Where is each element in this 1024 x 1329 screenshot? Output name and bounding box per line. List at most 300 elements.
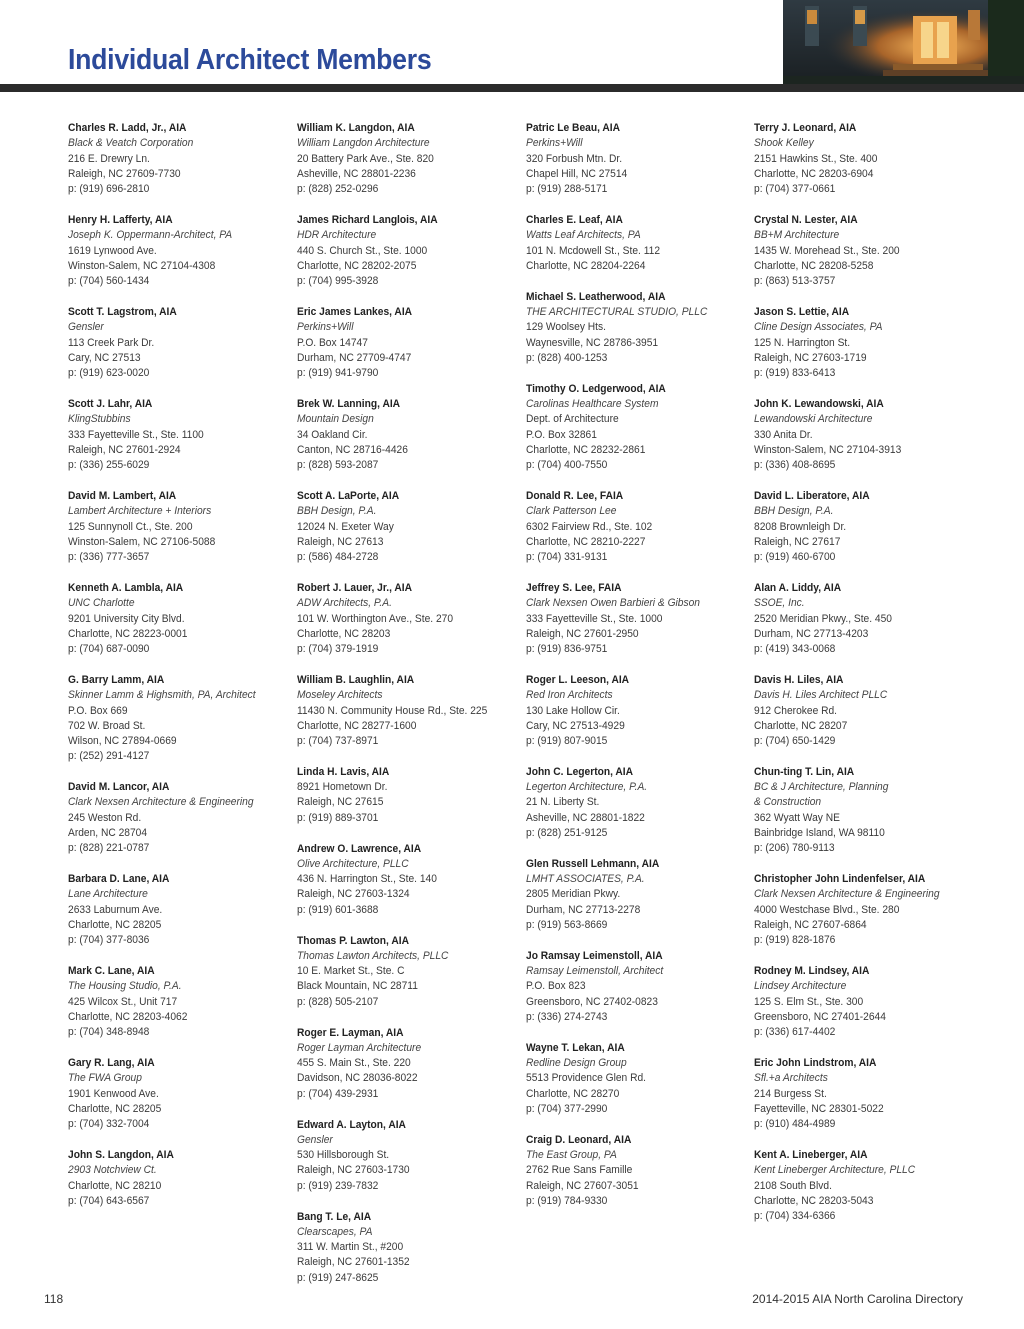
member-address-line: 2805 Meridian Pkwy. [526, 888, 621, 901]
member-name: Donald R. Lee, FAIA [526, 489, 624, 502]
member-phone: p: (419) 343-0068 [754, 643, 836, 656]
member-address-line: Charlotte, NC 28277-1600 [297, 719, 417, 732]
member-name: Henry H. Lafferty, AIA [68, 213, 173, 226]
member-entry [297, 397, 522, 473]
member-phone: p: (336) 255-6029 [68, 459, 150, 472]
member-name: Gary R. Lang, AIA [68, 1057, 155, 1070]
member-firm: The East Group, PA [526, 1149, 617, 1162]
member-entry [297, 1118, 522, 1194]
member-phone: p: (919) 784-9330 [526, 1195, 608, 1208]
member-entry [754, 397, 979, 473]
member-address-line: Cary, NC 27513 [68, 351, 141, 364]
member-name: Jeffrey S. Lee, FAIA [526, 581, 622, 594]
member-address-line: Charlotte, NC 28203-5043 [754, 1195, 874, 1208]
member-entry [754, 489, 979, 565]
member-address-line: Cary, NC 27513-4929 [526, 719, 625, 732]
member-name: Barbara D. Lane, AIA [68, 873, 170, 886]
member-address-line: 1901 Kenwood Ave. [68, 1087, 159, 1100]
member-address-line: 311 W. Martin St., #200 [297, 1241, 404, 1254]
member-entry [68, 121, 293, 197]
member-firm: KlingStubbins [68, 413, 131, 426]
member-address-line: 2108 South Blvd. [754, 1179, 832, 1192]
member-firm: Clark Patterson Lee [526, 505, 617, 518]
member-entry [68, 305, 293, 381]
member-phone: p: (828) 221-0787 [68, 842, 150, 855]
member-name: Brek W. Lanning, AIA [297, 397, 401, 410]
member-column-2 [297, 121, 522, 1302]
member-address-line: 530 Hillsborough St. [297, 1149, 390, 1162]
member-phone: p: (704) 377-2990 [526, 1103, 608, 1116]
member-firm: THE ARCHITECTURAL STUDIO, PLLC [526, 305, 708, 318]
member-firm: Black & Veatch Corporation [68, 137, 194, 150]
member-address-line: Raleigh, NC 27603-1719 [754, 351, 867, 364]
member-firm: William Langdon Architecture [297, 137, 430, 150]
member-entry [68, 397, 293, 473]
member-address-line: 5513 Providence Glen Rd. [526, 1072, 646, 1085]
member-address-line: Winston-Salem, NC 27104-4308 [68, 259, 216, 272]
member-entry [297, 1026, 522, 1102]
member-phone: p: (828) 400-1253 [526, 351, 608, 364]
member-address-line: Raleigh, NC 27609-7730 [68, 167, 181, 180]
member-phone: p: (704) 995-3928 [297, 275, 379, 288]
member-entry [754, 872, 979, 948]
member-name: G. Barry Lamm, AIA [68, 673, 165, 686]
member-firm: Redline Design Group [526, 1057, 627, 1070]
member-entry [68, 213, 293, 289]
member-name: Scott T. Lagstrom, AIA [68, 305, 177, 318]
member-firm: Legerton Architecture, P.A. [526, 781, 648, 794]
member-name: Alan A. Liddy, AIA [754, 581, 842, 594]
member-address-line: Charlotte, NC 28204-2264 [526, 259, 646, 272]
member-name: Bang T. Le, AIA [297, 1210, 372, 1223]
member-address-line: Arden, NC 28704 [68, 827, 148, 840]
member-entry [297, 1210, 522, 1286]
member-address-line: Charlotte, NC 28270 [526, 1087, 620, 1100]
member-firm: The Housing Studio, P.A. [68, 980, 182, 993]
member-firm: Lindsey Architecture [754, 980, 847, 993]
member-phone: p: (704) 737-8971 [297, 735, 379, 748]
member-name: Mark C. Lane, AIA [68, 965, 155, 978]
member-firm: Kent Lineberger Architecture, PLLC [754, 1164, 916, 1177]
member-entry [526, 213, 751, 274]
member-name: John S. Langdon, AIA [68, 1149, 174, 1162]
member-firm: Cline Design Associates, PA [754, 321, 883, 334]
member-address-line: P.O. Box 669 [68, 704, 128, 717]
member-entry [68, 489, 293, 565]
member-address-line: 245 Weston Rd. [68, 811, 142, 824]
member-phone: p: (919) 836-9751 [526, 643, 608, 656]
member-entry [526, 489, 751, 565]
member-entry [68, 872, 293, 948]
member-firm: HDR Architecture [297, 229, 377, 242]
member-address-line: 101 N. Mcdowell St., Ste. 112 [526, 244, 661, 257]
member-name: Eric John Lindstrom, AIA [754, 1057, 877, 1070]
member-firm: Clark Nexsen Owen Barbieri & Gibson [526, 597, 700, 610]
member-name: David M. Lambert, AIA [68, 489, 177, 502]
member-address-line: 11430 N. Community House Rd., Ste. 225 [297, 704, 488, 717]
member-phone: p: (863) 513-3757 [754, 275, 836, 288]
member-phone: p: (704) 379-1919 [297, 643, 379, 656]
member-address-line: 130 Lake Hollow Cir. [526, 704, 620, 717]
member-column-4 [754, 121, 979, 1240]
member-name: Thomas P. Lawton, AIA [297, 934, 409, 947]
member-firm: Watts Leaf Architects, PA [526, 229, 641, 242]
member-phone: p: (919) 696-2810 [68, 183, 150, 196]
member-address-line: P.O. Box 32861 [526, 428, 597, 441]
member-address-line: Greensboro, NC 27401-2644 [754, 1011, 886, 1024]
member-address-line: Raleigh, NC 27607-3051 [526, 1179, 639, 1192]
member-firm: Clark Nexsen Architecture & Engineering [754, 888, 940, 901]
member-name: Roger L. Leeson, AIA [526, 673, 630, 686]
member-address-line: 113 Creek Park Dr. [68, 336, 155, 349]
member-name: Jason S. Lettie, AIA [754, 305, 850, 318]
member-address-line: Charlotte, NC 28203-4062 [68, 1011, 188, 1024]
member-entry [297, 305, 522, 381]
member-name: Edward A. Layton, AIA [297, 1118, 406, 1131]
member-address-line: 129 Woolsey Hts. [526, 321, 606, 334]
member-entry [754, 1056, 979, 1132]
member-name: Charles E. Leaf, AIA [526, 213, 623, 226]
member-name: David M. Lancor, AIA [68, 781, 170, 794]
member-firm: Sfl.+a Architects [754, 1072, 828, 1085]
member-entry [297, 581, 522, 657]
member-address-line: 333 Fayetteville St., Ste. 1100 [68, 428, 204, 441]
member-address-line: 8921 Hometown Dr. [297, 781, 388, 794]
member-entry [297, 121, 522, 197]
member-firm: Gensler [297, 1133, 333, 1146]
member-address-line: 2762 Rue Sans Famille [526, 1164, 633, 1177]
member-address-line: 702 W. Broad St. [68, 719, 146, 732]
member-phone: p: (206) 780-9113 [754, 842, 835, 855]
member-entry [68, 1056, 293, 1132]
header-photo [783, 0, 1024, 84]
member-address-line: Raleigh, NC 27603-1730 [297, 1164, 410, 1177]
member-entry [68, 780, 293, 856]
member-address-line: Raleigh, NC 27601-1352 [297, 1256, 410, 1269]
member-address-line: 6302 Fairview Rd., Ste. 102 [526, 520, 653, 533]
member-address-line: 9201 University City Blvd. [68, 612, 185, 625]
member-firm: & Construction [754, 796, 822, 809]
member-address-line: 34 Oakland Cir. [297, 428, 368, 441]
member-phone: p: (828) 252-0296 [297, 183, 379, 196]
member-firm: Olive Architecture, PLLC [297, 857, 409, 870]
member-entry [526, 382, 751, 474]
member-address-line: 362 Wyatt Way NE [754, 811, 840, 824]
member-entry [297, 213, 522, 289]
member-entry [68, 581, 293, 657]
member-entry [526, 949, 751, 1025]
member-phone: p: (828) 251-9125 [526, 827, 608, 840]
member-firm: Moseley Architects [297, 689, 383, 702]
member-firm: BBH Design, P.A. [754, 505, 834, 518]
member-firm: Shook Kelley [754, 137, 814, 150]
member-phone: p: (704) 332-7004 [68, 1118, 150, 1131]
member-entry [754, 1148, 979, 1224]
member-address-line: Charlotte, NC 28210-2227 [526, 535, 646, 548]
member-address-line: Raleigh, NC 27601-2924 [68, 443, 181, 456]
member-address-line: Dept. of Architecture [526, 413, 619, 426]
member-address-line: 2633 Laburnum Ave. [68, 903, 163, 916]
member-name: Michael S. Leatherwood, AIA [526, 290, 666, 303]
member-address-line: 436 N. Harrington St., Ste. 140 [297, 873, 437, 886]
member-entry [754, 305, 979, 381]
member-address-line: 4000 Westchase Blvd., Ste. 280 [754, 903, 900, 916]
member-phone: p: (919) 941-9790 [297, 367, 379, 380]
member-address-line: Charlotte, NC 28203 [297, 627, 391, 640]
member-name: Eric James Lankes, AIA [297, 305, 413, 318]
member-name: Timothy O. Ledgerwood, AIA [526, 382, 666, 395]
member-address-line: 330 Anita Dr. [754, 428, 813, 441]
member-phone: p: (828) 505-2107 [297, 995, 379, 1008]
member-address-line: 21 N. Liberty St. [526, 796, 600, 809]
member-entry [526, 765, 751, 841]
member-firm: BB+M Architecture [754, 229, 840, 242]
member-name: Rodney M. Lindsey, AIA [754, 965, 870, 978]
member-entry [754, 765, 979, 857]
member-address-line: Raleigh, NC 27617 [754, 535, 841, 548]
member-address-line: 2520 Meridian Pkwy., Ste. 450 [754, 612, 893, 625]
member-name: William B. Laughlin, AIA [297, 673, 415, 686]
member-address-line: Durham, NC 27713-4203 [754, 627, 869, 640]
member-name: Kenneth A. Lambla, AIA [68, 581, 184, 594]
member-address-line: Charlotte, NC 28210 [68, 1179, 162, 1192]
member-phone: p: (704) 377-8036 [68, 934, 150, 947]
member-address-line: Charlotte, NC 28202-2075 [297, 259, 417, 272]
member-firm: Davis H. Liles Architect PLLC [754, 689, 888, 702]
member-firm: Mountain Design [297, 413, 374, 426]
member-address-line: 2151 Hawkins St., Ste. 400 [754, 152, 878, 165]
member-phone: p: (919) 239-7832 [297, 1179, 379, 1192]
member-entry [526, 121, 751, 197]
member-name: Glen Russell Lehmann, AIA [526, 857, 660, 870]
member-phone: p: (919) 563-8669 [526, 919, 608, 932]
member-address-line: Durham, NC 27709-4747 [297, 351, 412, 364]
member-name: Andrew O. Lawrence, AIA [297, 842, 422, 855]
member-name: James Richard Langlois, AIA [297, 213, 438, 226]
member-name: John C. Legerton, AIA [526, 765, 634, 778]
member-phone: p: (919) 828-1876 [754, 934, 836, 947]
member-phone: p: (704) 377-0661 [754, 183, 836, 196]
member-firm: SSOE, Inc. [754, 597, 805, 610]
member-name: Jo Ramsay Leimenstoll, AIA [526, 949, 663, 962]
member-address-line: 1619 Lynwood Ave. [68, 244, 157, 257]
member-name: Chun-ting T. Lin, AIA [754, 765, 855, 778]
member-entry [526, 581, 751, 657]
member-firm: Perkins+Will [526, 137, 583, 150]
member-address-line: Raleigh, NC 27603-1324 [297, 888, 410, 901]
member-address-line: Black Mountain, NC 28711 [297, 980, 418, 993]
member-address-line: Waynesville, NC 28786-3951 [526, 336, 659, 349]
member-name: Craig D. Leonard, AIA [526, 1133, 632, 1146]
member-firm: Perkins+Will [297, 321, 354, 334]
member-address-line: Durham, NC 27713-2278 [526, 903, 641, 916]
member-phone: p: (704) 334-6366 [754, 1210, 836, 1223]
member-entry [68, 964, 293, 1040]
member-firm: BC & J Architecture, Planning [754, 781, 889, 794]
member-entry [754, 673, 979, 749]
member-phone: p: (704) 643-6567 [68, 1195, 150, 1208]
member-firm: Clearscapes, PA [297, 1225, 373, 1238]
member-firm: Lane Architecture [68, 888, 148, 901]
member-firm: Roger Layman Architecture [297, 1041, 422, 1054]
member-address-line: 125 S. Elm St., Ste. 300 [754, 995, 864, 1008]
member-address-line: 425 Wilcox St., Unit 717 [68, 995, 178, 1008]
member-phone: p: (704) 687-0090 [68, 643, 150, 656]
member-entry [754, 121, 979, 197]
member-phone: p: (919) 807-9015 [526, 735, 608, 748]
member-phone: p: (336) 617-4402 [754, 1026, 836, 1039]
member-firm: The FWA Group [68, 1072, 142, 1085]
member-phone: p: (919) 889-3701 [297, 811, 379, 824]
member-address-line: P.O. Box 823 [526, 980, 586, 993]
member-firm: Thomas Lawton Architects, PLLC [297, 949, 449, 962]
member-name: Wayne T. Lekan, AIA [526, 1041, 625, 1054]
member-column-1 [68, 121, 293, 1225]
member-entry [68, 673, 293, 765]
page-title: Individual Architect Members [68, 44, 432, 76]
member-address-line: 440 S. Church St., Ste. 1000 [297, 244, 428, 257]
member-address-line: Winston-Salem, NC 27104-3913 [754, 443, 902, 456]
member-entry [754, 964, 979, 1040]
member-column-3 [526, 121, 751, 1225]
member-address-line: 20 Battery Park Ave., Ste. 820 [297, 152, 434, 165]
member-phone: p: (704) 439-2931 [297, 1087, 379, 1100]
member-entry [526, 673, 751, 749]
member-entry [754, 581, 979, 657]
member-address-line: 333 Fayetteville St., Ste. 1000 [526, 612, 663, 625]
member-address-line: 101 W. Worthington Ave., Ste. 270 [297, 612, 454, 625]
member-phone: p: (704) 560-1434 [68, 275, 150, 288]
member-address-line: Bainbridge Island, WA 98110 [754, 827, 885, 840]
member-entry [526, 290, 751, 366]
member-entry [297, 934, 522, 1010]
member-address-line: Charlotte, NC 28203-6904 [754, 167, 874, 180]
member-address-line: Asheville, NC 28801-1822 [526, 811, 645, 824]
member-name: Scott A. LaPorte, AIA [297, 489, 400, 502]
member-address-line: Chapel Hill, NC 27514 [526, 167, 628, 180]
member-address-line: 125 Sunnynoll Ct., Ste. 200 [68, 520, 193, 533]
member-firm: LMHT ASSOCIATES, P.A. [526, 873, 645, 886]
member-address-line: Charlotte, NC 28208-5258 [754, 259, 874, 272]
member-firm: Lewandowski Architecture [754, 413, 873, 426]
member-entry [297, 842, 522, 918]
member-firm: ADW Architects, P.A. [297, 597, 392, 610]
member-entry [297, 765, 522, 826]
member-address-line: Winston-Salem, NC 27106-5088 [68, 535, 216, 548]
member-phone: p: (919) 623-0020 [68, 367, 150, 380]
member-phone: p: (704) 348-8948 [68, 1026, 150, 1039]
member-address-line: 320 Forbush Mtn. Dr. [526, 152, 623, 165]
member-firm: Red Iron Architects [526, 689, 613, 702]
member-phone: p: (910) 484-4989 [754, 1118, 836, 1131]
member-address-line: Charlotte, NC 28232-2861 [526, 443, 646, 456]
member-name: David L. Liberatore, AIA [754, 489, 870, 502]
member-name: Terry J. Leonard, AIA [754, 122, 857, 134]
member-entry [68, 1148, 293, 1209]
member-columns [68, 121, 968, 1291]
member-phone: p: (336) 408-8695 [754, 459, 836, 472]
member-address-line: Raleigh, NC 27601-2950 [526, 627, 639, 640]
member-address-line: Charlotte, NC 28205 [68, 1103, 162, 1116]
member-address-line: 125 N. Harrington St. [754, 336, 851, 349]
member-address-line: Charlotte, NC 28223-0001 [68, 627, 188, 640]
member-address-line: Fayetteville, NC 28301-5022 [754, 1103, 884, 1116]
member-firm: Lambert Architecture + Interiors [68, 505, 212, 518]
member-address-line: P.O. Box 14747 [297, 336, 368, 349]
member-address-line: Raleigh, NC 27615 [297, 796, 384, 809]
member-address-line: Charlotte, NC 28205 [68, 919, 162, 932]
member-phone: p: (586) 484-2728 [297, 551, 379, 564]
member-name: William K. Langdon, AIA [297, 122, 415, 134]
member-address-line: 455 S. Main St., Ste. 220 [297, 1057, 411, 1070]
member-address-line: Raleigh, NC 27607-6864 [754, 919, 867, 932]
member-address-line: 10 E. Market St., Ste. C [297, 965, 405, 978]
member-name: John K. Lewandowski, AIA [754, 397, 884, 410]
member-entry [297, 673, 522, 749]
member-phone: p: (704) 650-1429 [754, 735, 836, 748]
member-phone: p: (919) 247-8625 [297, 1271, 379, 1284]
member-entry [526, 857, 751, 933]
member-address-line: Raleigh, NC 27613 [297, 535, 384, 548]
member-firm: Ramsay Leimenstoll, Architect [526, 965, 664, 978]
member-phone: p: (919) 460-6700 [754, 551, 836, 564]
member-address-line: Greensboro, NC 27402-0823 [526, 995, 658, 1008]
member-name: Robert J. Lauer, Jr., AIA [297, 581, 413, 594]
member-phone: p: (704) 400-7550 [526, 459, 608, 472]
header-rule [0, 84, 1024, 92]
member-phone: p: (919) 833-6413 [754, 367, 836, 380]
member-firm: BBH Design, P.A. [297, 505, 377, 518]
member-firm: Clark Nexsen Architecture & Engineering [68, 796, 254, 809]
member-address-line: 214 Burgess St. [754, 1087, 827, 1100]
member-phone: p: (336) 274-2743 [526, 1011, 608, 1024]
member-entry [754, 213, 979, 289]
member-name: Linda H. Lavis, AIA [297, 765, 390, 778]
member-phone: p: (704) 331-9131 [526, 551, 608, 564]
member-address-line: 12024 N. Exeter Way [297, 520, 394, 533]
page-number: 118 [44, 1292, 64, 1306]
member-address-line: 8208 Brownleigh Dr. [754, 520, 847, 533]
member-name: Kent A. Lineberger, AIA [754, 1149, 868, 1162]
member-address-line: Wilson, NC 27894-0669 [68, 735, 177, 748]
member-phone: p: (828) 593-2087 [297, 459, 379, 472]
member-entry [526, 1041, 751, 1117]
member-address-line: Canton, NC 28716-4426 [297, 443, 408, 456]
member-phone: p: (336) 777-3657 [68, 551, 150, 564]
member-name: Roger E. Layman, AIA [297, 1026, 404, 1039]
member-firm: UNC Charlotte [68, 597, 135, 610]
member-entry [526, 1133, 751, 1209]
member-address-line: 216 E. Drewry Ln. [68, 152, 150, 165]
member-address-line: Davidson, NC 28036-8022 [297, 1072, 418, 1085]
member-entry [297, 489, 522, 565]
member-name: Charles R. Ladd, Jr., AIA [68, 122, 187, 134]
member-phone: p: (919) 288-5171 [526, 183, 608, 196]
member-phone: p: (919) 601-3688 [297, 903, 379, 916]
member-firm: 2903 Notchview Ct. [68, 1164, 157, 1177]
member-firm: Joseph K. Oppermann-Architect, PA [68, 229, 233, 242]
member-phone: p: (252) 291-4127 [68, 750, 150, 763]
member-name: Davis H. Liles, AIA [754, 673, 844, 686]
member-address-line: Charlotte, NC 28207 [754, 719, 848, 732]
directory-title: 2014-2015 AIA North Carolina Directory [752, 1292, 963, 1306]
member-address-line: 1435 W. Morehead St., Ste. 200 [754, 244, 900, 257]
member-address-line: 912 Cherokee Rd. [754, 704, 838, 717]
member-firm: Carolinas Healthcare System [526, 397, 659, 410]
member-firm: Gensler [68, 321, 104, 334]
member-name: Crystal N. Lester, AIA [754, 213, 858, 226]
member-name: Scott J. Lahr, AIA [68, 397, 153, 410]
